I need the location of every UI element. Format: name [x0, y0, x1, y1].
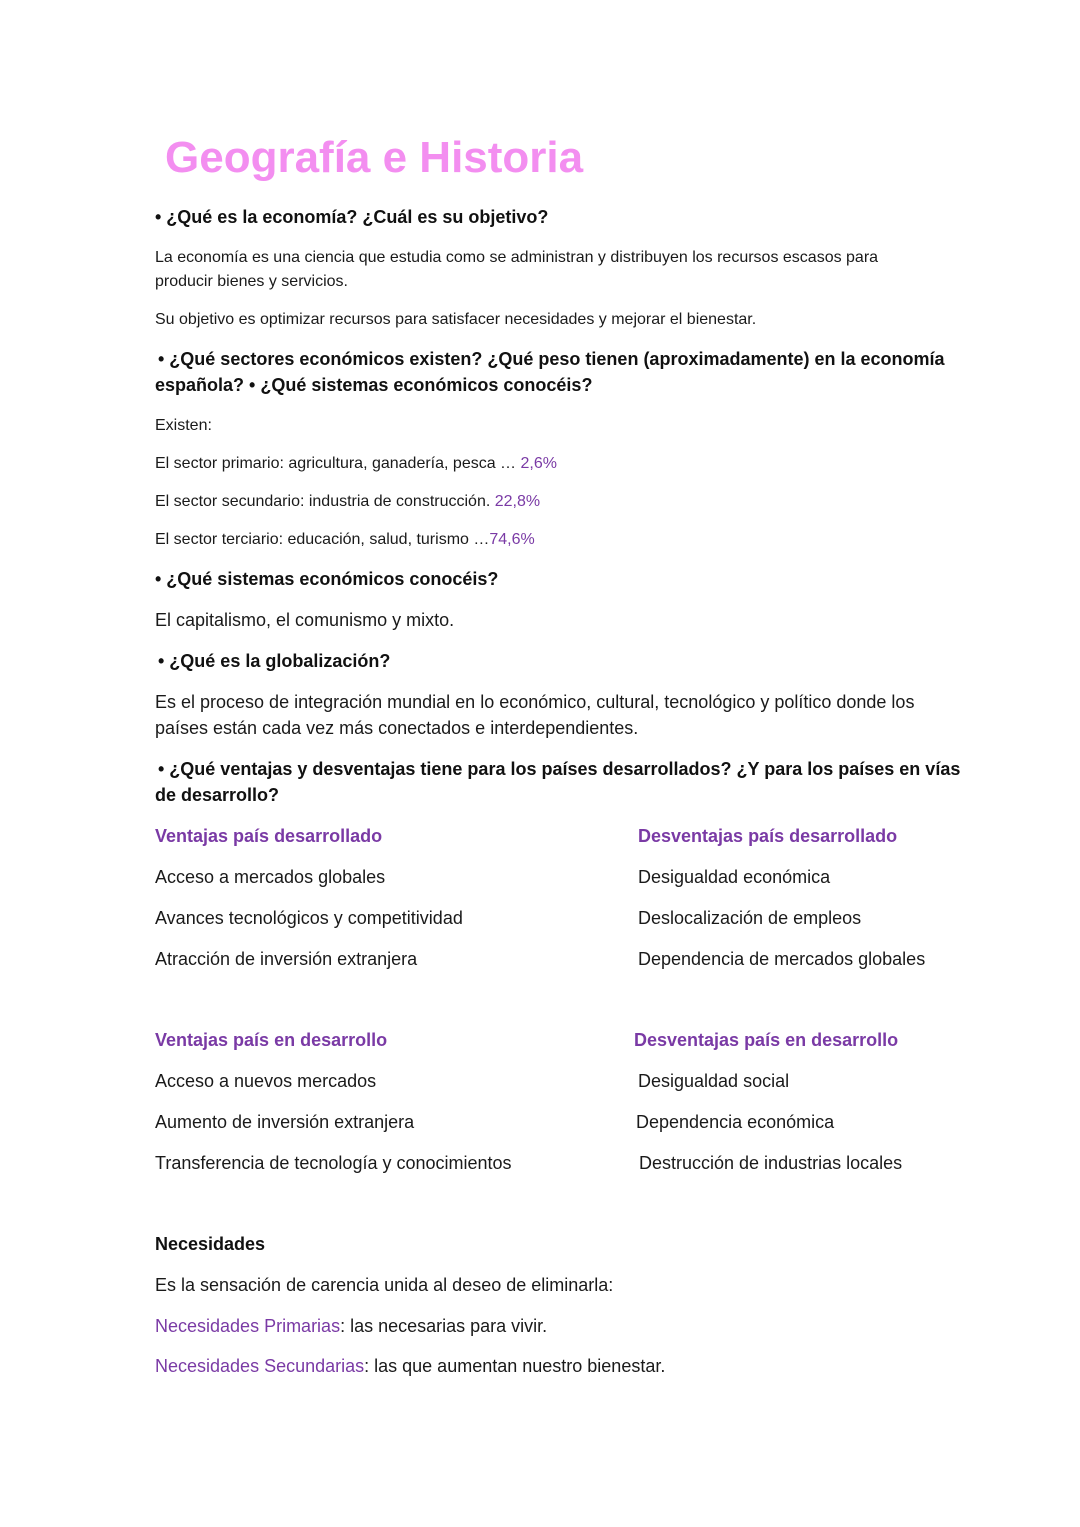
sector-secondary-text: El sector secundario: industria de construcción. — [155, 493, 495, 510]
answer-economy-line2: producir bienes y servicios. — [155, 273, 348, 290]
question-globalization: • ¿Qué es la globalización? — [158, 651, 391, 671]
developing-disadvantage-item: Desigualdad social — [638, 1071, 790, 1091]
needs-heading: Necesidades — [155, 1234, 266, 1254]
developing-advantage-item: Transferencia de tecnología y conocimientos — [155, 1153, 512, 1173]
developing-advantage-item: Acceso a nuevos mercados — [155, 1071, 377, 1091]
needs-secondary-text: : las que aumentan nuestro bienestar. — [364, 1356, 666, 1376]
question-sectors-line2: española? • ¿Qué sistemas económicos conocéis? — [155, 375, 593, 395]
sector-primary — [155, 455, 557, 473]
developing-disadvantage-item: Dependencia económica — [636, 1112, 835, 1132]
needs-secondary-label: Necesidades Secundarias — [155, 1356, 365, 1376]
developed-disadvantage-item: Desigualdad económica — [638, 867, 831, 887]
needs-definition: Es la sensación de carencia unida al deseo de eliminarla: — [155, 1275, 614, 1295]
sector-secondary — [155, 493, 540, 511]
sector-tertiary-value: 74,6% — [489, 531, 535, 548]
developing-advantages-heading: Ventajas país en desarrollo — [155, 1030, 388, 1050]
question-economy: • ¿Qué es la economía? ¿Cuál es su objetivo? — [155, 207, 549, 227]
developed-advantage-item: Acceso a mercados globales — [155, 867, 386, 887]
sector-secondary-value: 22,8% — [494, 493, 541, 510]
sector-primary-value: 2,6% — [520, 455, 557, 472]
question-systems: • ¿Qué sistemas económicos conocéis? — [155, 569, 499, 589]
answer-globalization-line1: Es el proceso de integración mundial en lo económico, cultural, tecnológico y político donde los — [155, 692, 915, 712]
developing-disadvantage-item: Destrucción de industrias locales — [639, 1153, 903, 1173]
developed-advantage-item: Avances tecnológicos y competitividad — [155, 908, 463, 928]
existen-label: Existen: — [155, 417, 212, 434]
needs-primary-text: : las necesarias para vivir. — [340, 1316, 548, 1336]
developed-disadvantages-heading: Desventajas país desarrollado — [638, 826, 898, 846]
sector-primary-text: El sector primario: agricultura, ganadería, pesca … — [155, 455, 521, 472]
question-advantages-line1: • ¿Qué ventajas y desventajas tiene para los países desarrollados? ¿Y para los países en vías — [158, 759, 961, 779]
developed-disadvantage-item: Deslocalización de empleos — [638, 908, 862, 928]
needs-secondary — [155, 1356, 665, 1377]
question-sectors-line1: • ¿Qué sectores económicos existen? ¿Qué peso tienen (aproximadamente) en la economía — [158, 349, 945, 369]
page-title: Geografía e Historia — [165, 133, 584, 182]
developed-advantages-heading: Ventajas país desarrollado — [155, 826, 383, 846]
developed-advantage-item: Atracción de inversión extranjera — [155, 949, 418, 969]
needs-primary-label: Necesidades Primarias — [155, 1316, 341, 1336]
developed-disadvantage-item: Dependencia de mercados globales — [638, 949, 926, 969]
question-advantages-line2: de desarrollo? — [155, 785, 280, 805]
sector-tertiary — [155, 531, 535, 549]
developing-advantage-item: Aumento de inversión extranjera — [155, 1112, 415, 1132]
sector-tertiary-text: El sector terciario: educación, salud, turismo … — [155, 531, 490, 548]
developing-disadvantages-heading: Desventajas país en desarrollo — [634, 1030, 899, 1050]
needs-primary — [155, 1316, 547, 1337]
answer-systems: El capitalismo, el comunismo y mixto. — [155, 610, 455, 630]
answer-globalization-line2: países están cada vez más conectados e interdependientes. — [155, 718, 639, 738]
answer-objective: Su objetivo es optimizar recursos para satisfacer necesidades y mejorar el bienestar. — [155, 311, 757, 328]
answer-economy-line1: La economía es una ciencia que estudia como se administran y distribuyen los recursos escasos para — [155, 249, 879, 266]
